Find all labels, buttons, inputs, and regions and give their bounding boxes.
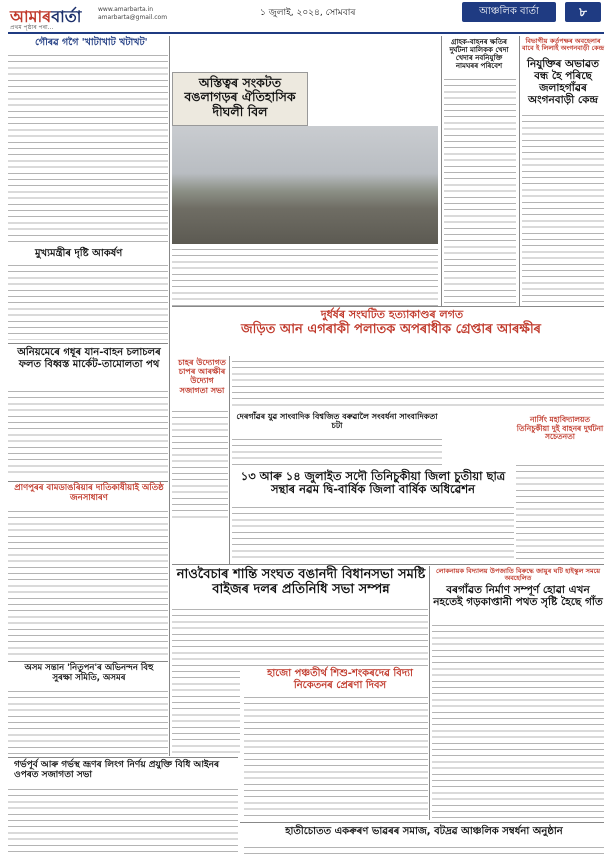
masthead [0,0,610,34]
article-right1-body [522,112,604,306]
article-youth-body [232,436,442,468]
divider [240,822,604,823]
header-rule [8,32,604,34]
article-bottom-body [244,844,604,858]
column-rule [519,36,520,306]
article-a4-body [8,508,168,658]
kicker-right1: বিভাগীয় কৰ্তৃপক্ষৰ অবহেলাৰ বাবে ই লিলাই অংগনবাড়ী কেন্দ্ৰ [522,37,604,53]
headline-peace: নাওবৈচাৰ শান্তি সংঘত বঙানদী বিধানসভা সমষ্টি বাইজৰ দলৰ প্ৰতিনিধি সভা সম্পন্ন [176,567,426,597]
divider [8,757,238,758]
headline-a5: অসম সন্তান 'নিতুপন'ৰ অভিনন্দন বিহু সুৰক্ষা সমিতি, অসমৰ [24,663,154,683]
headline-narsing: নাৰ্সিং মহাবিদ্যালয়ত তিনিচুকীয়া দুই বাহনৰ দুৰ্ঘটনা সচেতনতা [516,415,604,442]
headline-a6: গৰ্ভপূৰ্ব আৰু গৰ্ভস্থ ভ্ৰূণৰ লিংগ নিৰ্ণয় প্ৰযুক্তি বিধি আইনৰ ওপৰত সজাগতা সভা [14,760,220,781]
article-a5-body [8,688,168,754]
article-pond-body [432,622,604,818]
headline-pond: বৰগাঁৱত নিৰ্মাণ সম্পূৰ্ণ হোৱা এখন নহতেই গড়কাপ্তানী পথত সৃষ্টি হৈছে গাঁত [433,584,603,609]
feature-photo [172,126,438,244]
headline-youth: দেৰগাঁৱৰ যুৱ সাংবাদিক বিশ্বজিত বৰুৱালৈ সংবৰ্ধনা সাংবাদিকতা চটা [236,412,438,431]
article-narsing-body [516,462,604,562]
article-peace-body [172,606,428,666]
headline-a4: প্ৰাণপুৰৰ বামডাঙৰিয়াৰ দাতিকাষীয়াই অতিষ্ঠ জনসাধাৰণ [14,483,164,503]
headline-tea: চাহৰ উদ্যোগত চাপৰ আৰক্ষীৰ উদ্যোগ সজাগতা সভা [178,358,226,395]
headline-feature: অস্তিত্বৰ সংকটত বঙলাগড়ৰ ঐতিহাসিক দীঘলী বিল [184,75,296,119]
column-rule [229,356,230,564]
kicker-murder: দুৰ্ধৰ্ষৰ সংঘটিত হত্যাকাণ্ডৰ লগত [320,308,464,321]
continued-label: প্ৰথম পৃষ্ঠাৰ পৰা... [10,24,54,31]
article-a6-body [8,786,238,856]
divider [8,343,168,344]
divider [172,306,604,307]
divider [172,564,604,565]
headline-a3: অনিয়মেৰে গধূৰ যান-বাহন চলাচলৰ ফলত বিধ্বস্ত মাৰ্কেট-তামোলতা পথ [17,347,161,370]
dateline: ১ জুলাই, ২০২৪, সোমবাৰ [260,8,356,18]
article-hajong-body [244,694,428,818]
headline-murder: জড়িত আন এগৰাকী পলাতক অপৰাধীক গ্ৰেপ্তাৰ আৰক্ষীৰ [240,322,542,337]
article-a3-body [8,388,168,478]
column-rule [169,36,170,756]
page-number: ৮ [565,2,601,22]
headline-c1: গ্ৰাহক-বাহনৰ ক্ষতিৰ দুৰ্ঘটনা মালিকক খেদা খেদাৰ নবনিযুক্তি নামঘৰৰ পৰিবেশ [449,38,509,71]
column-rule [441,36,442,306]
kicker-pond: লোকনায়ক বিদ্যালয় উপজাতি বিৰুদ্ধে জায়ুৰ ঘটি হাইস্কুল সময়ে অবহেলিত [435,567,601,583]
contact-info: www.amarbarta.in amarbarta@gmail.com [98,6,168,21]
divider [8,481,168,482]
section-tab: আঞ্চলিক বাৰ্তা [462,2,556,22]
headline-hajong: হাজো পঞ্চতীৰ্থ শিশু-শংকৰদেৱ বিদ্যা নিকেতনৰ প্ৰেৰণা দিবস [267,668,413,691]
article-tea-body [172,408,228,520]
feature-body [172,246,438,306]
divider [8,661,168,662]
headline-right1: নিযুক্তিৰ অভাৱত বন্ধ হৈ পৰিছে জলাহগাঁৱৰ অংগনবাড়ী কেন্দ্ৰ [526,58,600,107]
headline-a1: গৌৰৱ গগৈ 'খাটাখাট খটাখট' [35,37,148,48]
article-a1-body [8,52,168,244]
column-rule [429,566,430,820]
headline-bottom: হাতীচোতত একৰুৰণ ভাৱৰৰ সমাজ, বটদ্ৰৱ আঞ্চলিক সম্বৰ্ধনা অনুষ্ঠান [285,826,563,837]
headline-a2: মুখ্যমন্ত্ৰীৰ দৃষ্টি আকৰ্ষণ [35,248,123,259]
article-tinsukia-body [232,504,514,562]
article-peace-continued [172,668,240,754]
article-murder-body [232,358,604,410]
article-c1-body [444,76,516,306]
article-a2-body [8,262,168,340]
newspaper-logo: আমাৰবাৰ্তা [10,7,82,26]
headline-tinsukia: ১৩ আৰু ১৪ জুলাইত সদৌ তিনিচুকীয়া জিলা চুতীয়া ছাত্ৰ সন্থাৰ নৱম দ্বি-বাৰ্ষিক জিলা বাৰ্ষিক অধিৱেশন [240,469,506,497]
